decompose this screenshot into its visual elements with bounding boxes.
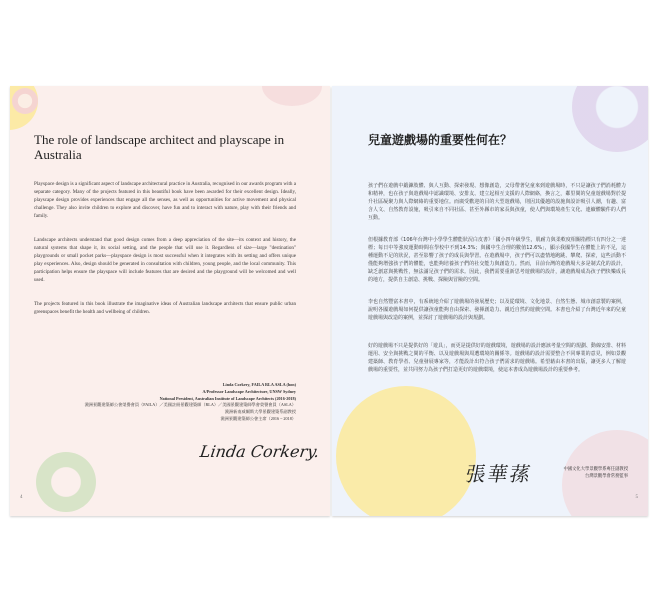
decorative-pink-circle bbox=[262, 86, 322, 106]
paragraph: Playspace design is a significant aspect of landscape architectural practice in Australia, recognised in our awards program with a separate category. Many of the projects featured in this beautiful book have been awarded for their excellent design. Ideally, playscape design provides experiences that engage all the senses, as well as opportunities for active movement and physical challenge. They also invite children to explore and discover, have fun and to interact with nature, play with their friends and family. bbox=[34, 181, 296, 220]
page-number: 4 bbox=[20, 495, 23, 500]
signature: 張華蓀 bbox=[463, 462, 534, 486]
author-credit bbox=[76, 382, 296, 423]
signature: Linda Corkery. bbox=[198, 442, 321, 461]
author-title-zh: 澳洲景觀建築師公會榮譽會員（FAILA）／美國註冊景觀建築師（RLA）／美國景觀建築師學會榮譽會員（ASLA） bbox=[84, 402, 296, 408]
page-title: The role of landscape architect and playscape in Australia bbox=[34, 132, 285, 162]
paragraph: 李也自然豐富本書中，有系統地介紹了遊戲場的發展歷史；以及從環境、文化地景、自然生態、城市創意製的案例，說明各國遊戲場如何提供讓孩童能夠自由探索、發揮創造力、親近自然的遊戲空間。本書也介紹了台灣近年來的兒童遊戲場與改造的案例，並探討了遊戲場的設計與規劃。 bbox=[368, 299, 626, 321]
page-title: 兒童遊戲場的重要性何在？ bbox=[368, 133, 513, 147]
author-title-zh: 中國文化大學景觀學系專任副教授 bbox=[563, 467, 628, 472]
author-name: Linda Corkery, FAILA RLA ASLA (hon) bbox=[222, 382, 296, 387]
left-page bbox=[10, 86, 330, 516]
right-page bbox=[332, 86, 648, 516]
decorative-pink-ring bbox=[12, 88, 38, 114]
author-credit bbox=[508, 466, 628, 480]
paragraph: 好的遊戲場不只是提供好的「遊具」，而更是提供好的遊戲環境，遊戲場的設計應該考量空間的規劃、動線安排、材料運用、安全與挑戰之間的平衡、以及遊戲場與周遭環境的關係等。遊戲場的設計需要整合不同專業的意見，例如景觀建築師、教育學者、兒童發展專家等，才能設計出符合孩子們需求的遊戲場。希望藉由本書的出版，讓更多人了解遊戲場的重要性，並共同努力為孩子們打造更好的遊戲環境，使這本書成為遊戲場設計的重要參考。 bbox=[368, 343, 626, 373]
author-title-zh: 澳洲新南威爾斯大學景觀建築系副教授 bbox=[224, 409, 296, 415]
paragraph: 但根據教育部《106年台灣中小學學生體能狀況白皮書》「國小四年級學生，肌耐力與柔軟度相關指標只有四分之一達標；每日中等強度運動時間在學校中不到14.3%；與國中生合理的數值12.6%」，顯示我國學生在體能上的不足，這種運動不足的狀況，甚至影響了孩子的成長與學習。在遊戲場中，孩子們可以盡情地跑跳、攀爬、探索，這些活動不僅能夠增強孩子們的體能，也能夠培養孩子們的社交能力與創造力。然而，目前台灣的遊戲場大多是制式化的設計，缺乏創意與挑戰性，無法滿足孩子們的需求。因此，我們需要重新思考遊戲場的設計，讓遊戲場成為孩子們快樂成長的地方，提供自主創造、挑戰、探險與冒險的空間。 bbox=[368, 237, 626, 283]
paragraph: The projects featured in this book illustrate the imaginative ideas of Australian landscape architects that ensure public urban greenspaces benefit the health and wellbeing of children. bbox=[34, 301, 296, 316]
page-number: 5 bbox=[635, 495, 638, 500]
author-title-zh: 澳洲景觀建築師公會主席（2016 ~ 2018） bbox=[220, 415, 296, 421]
author-title-zh: 台灣景觀學會常務監事 bbox=[585, 474, 628, 479]
decorative-green-ring bbox=[36, 452, 96, 512]
paragraph: Landscape architects understand that good design comes from a deep appreciation of the site—its context and history, the natural systems that shape it, its social setting, and the people that will use it. Regardless of size—large "destination" playgrounds or small pocket parks—playspace design is most successful when it integrates with its setting and offers unique play experiences. Also, design should be generated in consultation with children, young people, and the local community. This participation helps ensure the playspace will include features that are desired and the playground will be welcomed and well used. bbox=[34, 237, 296, 284]
author-title: National President, Australian Institute of Landscape Architects (2016-2018) bbox=[159, 395, 296, 401]
paragraph: 孩子們在遊戲中鍛鍊肢體、與人互動、探索發現、想像創造，父母帶著兒童來到遊戲場時，不只是讓孩子們消耗體力和精神，也在孩子與遊戲場中認識環境、安排友、建立起相互支援的人際網絡，換言之，鄰里間的兒童遊戲場對於提升社區凝聚力與人際網絡的重要地位。而廣受歡迎的目的大型遊戲場，則因其優越的設施與設計吸引人潮，有趣、富含人文、自然教育設施，吸引來自不同社區、甚至外縣市的家長與孩童，使人們與環境產生文化、連續體驗件的人們互動。 bbox=[368, 183, 626, 221]
author-title: A/Professor Landscape Architecture, UNSW Sydney bbox=[202, 388, 296, 394]
decorative-yellow-circle bbox=[336, 386, 476, 516]
